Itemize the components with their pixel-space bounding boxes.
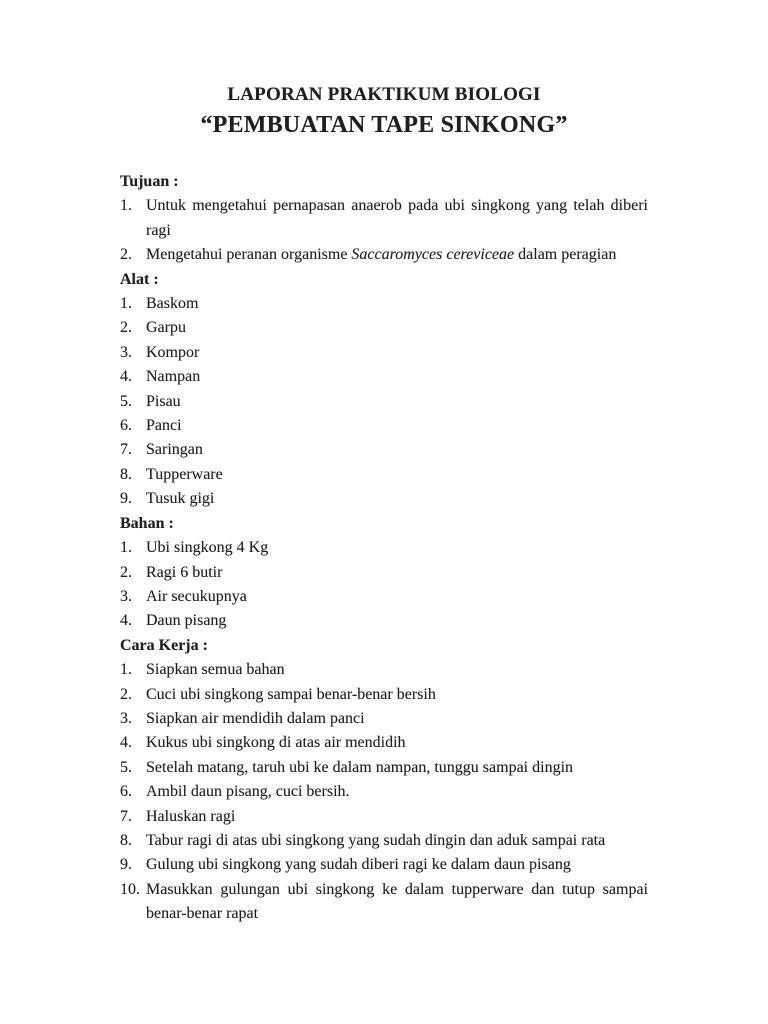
list-item-text: Masukkan gulungan ubi singkong ke dalam tupperware dan tutup sampai benar-benar rapat <box>146 880 648 923</box>
list-item <box>120 487 648 511</box>
list-item <box>120 341 648 365</box>
list-item-number: 7. <box>120 441 132 459</box>
document-header <box>0 84 768 138</box>
list-item-text: Daun pisang <box>146 612 227 630</box>
list-item-number: 2. <box>120 685 132 703</box>
list-item <box>120 536 648 560</box>
list-item <box>120 292 648 316</box>
list-item <box>120 829 648 853</box>
organism-name-italic: Saccaromyces cereviceae <box>351 246 515 264</box>
list-item <box>120 414 648 438</box>
list-item-number: 1. <box>120 539 132 557</box>
list-item-text: Ambil daun pisang, cuci bersih. <box>146 783 350 801</box>
list-item <box>120 805 648 829</box>
list-item <box>120 585 648 609</box>
list-item-number: 5. <box>120 758 132 776</box>
list-item <box>120 780 648 804</box>
section-cara-kerja <box>120 634 648 927</box>
list-item <box>120 878 648 927</box>
list-item-number: 4. <box>120 612 132 630</box>
list-item-text: Saringan <box>146 441 203 459</box>
list-item-number: 4. <box>120 734 132 752</box>
list-item <box>120 731 648 755</box>
section-heading: Tujuan : <box>120 173 179 190</box>
list-item-text: Garpu <box>146 319 186 337</box>
list-item-text: Setelah matang, taruh ubi ke dalam nampan, tunggu sampai dingin <box>146 758 574 776</box>
list-item-number: 8. <box>120 831 132 849</box>
list-item <box>120 365 648 389</box>
list-item-number: 3. <box>120 343 132 361</box>
list-item-text: Gulung ubi singkong yang sudah diberi ragi ke dalam daun pisang <box>146 856 571 874</box>
list-item-number: 3. <box>120 587 132 605</box>
list-item-text: Tabur ragi di atas ubi singkong yang sudah dingin dan aduk sampai rata <box>146 831 606 849</box>
section-bahan <box>120 512 648 634</box>
list-item-number: 10. <box>120 880 140 898</box>
list-item-text: Siapkan air mendidih dalam panci <box>146 709 365 727</box>
list-item-number: 4. <box>120 368 132 386</box>
list-item-text: Baskom <box>146 295 199 313</box>
list-item-text: Cuci ubi singkong sampai benar-benar bersih <box>146 685 436 703</box>
list-item <box>120 658 648 682</box>
list-item <box>120 853 648 877</box>
list-item <box>120 561 648 585</box>
list-item-number: 8. <box>120 465 132 483</box>
list-item <box>120 194 648 243</box>
list-item-number: 7. <box>120 807 132 825</box>
list-item-number: 1. <box>120 197 132 215</box>
list-item-text: Mengetahui peranan organisme Saccaromyces cereviceae dalam peragian <box>146 246 617 264</box>
document-body <box>120 170 648 927</box>
section-alat <box>120 268 648 512</box>
list-item-number: 9. <box>120 856 132 874</box>
list-item <box>120 438 648 462</box>
report-title: LAPORAN PRAKTIKUM BIOLOGI <box>227 84 541 105</box>
list-item <box>120 707 648 731</box>
list-item-text: Untuk mengetahui pernapasan anaerob pada ubi singkong yang telah diberi ragi <box>146 197 648 239</box>
list-item <box>120 609 648 633</box>
list-item-number: 6. <box>120 783 132 801</box>
list-item-text: Ragi 6 butir <box>146 563 223 581</box>
list-item-text: Panci <box>146 417 182 435</box>
list-item-text: Nampan <box>146 368 201 386</box>
list-item-text: Pisau <box>146 392 181 410</box>
list-item-number: 1. <box>120 661 132 679</box>
list-item <box>120 756 648 780</box>
list-item-number: 1. <box>120 295 132 313</box>
list-item-number: 2. <box>120 246 132 264</box>
section-heading: Bahan : <box>120 514 174 532</box>
list-item-text: Kompor <box>146 343 200 361</box>
report-subtitle: “PEMBUATAN TAPE SINKONG” <box>200 112 568 138</box>
list-item-number: 9. <box>120 490 132 508</box>
list-item-number: 2. <box>120 319 132 337</box>
section-tujuan <box>120 170 648 268</box>
list-item-text: Air secukupnya <box>146 587 247 605</box>
list-item-text: Kukus ubi singkong di atas air mendidih <box>146 734 406 752</box>
list-item <box>120 316 648 340</box>
list-item-text: Siapkan semua bahan <box>146 661 285 679</box>
list-item-number: 6. <box>120 417 132 435</box>
list-item-number: 5. <box>120 392 132 410</box>
list-item <box>120 683 648 707</box>
list-item-number: 2. <box>120 563 132 581</box>
section-heading: Alat : <box>120 270 159 288</box>
list-item-text: Ubi singkong 4 Kg <box>146 539 269 557</box>
section-heading: Cara Kerja : <box>120 636 208 654</box>
list-item <box>120 390 648 414</box>
list-item-text: Haluskan ragi <box>146 807 236 825</box>
list-item <box>120 243 648 267</box>
list-item-text: Tupperware <box>146 465 223 483</box>
list-item-number: 3. <box>120 709 132 727</box>
list-item <box>120 463 648 487</box>
list-item-text: Tusuk gigi <box>146 490 215 508</box>
